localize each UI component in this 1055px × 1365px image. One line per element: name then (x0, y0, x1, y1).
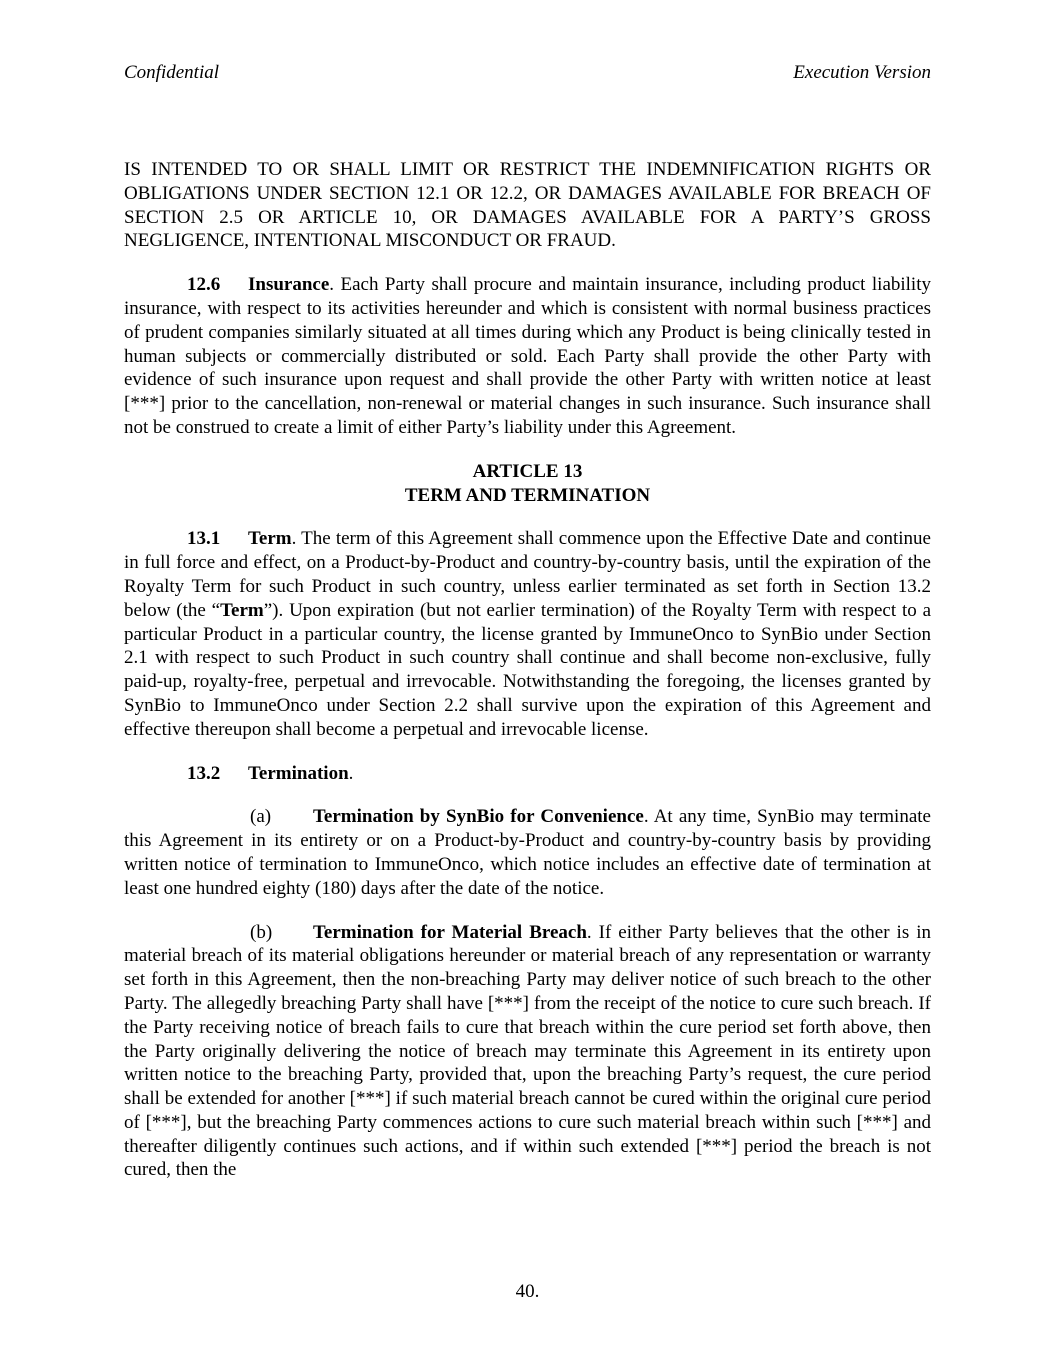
section-13-2-b (124, 921, 931, 1183)
subsection-title: Termination by SynBio for Convenience (313, 806, 644, 828)
section-title: Termination (248, 762, 349, 784)
defined-term: Term (220, 599, 264, 621)
subsection-text: . At any time, SynBio may terminate this Agreement in its entirety or on a Product-by-Product and country-by-country basis by providing written notice of termination to ImmuneOnco, which notice includes an effective date of termination at least one hundred eighty (180) days after the date of the notice. (124, 806, 931, 899)
header-confidential: Confidential (124, 62, 219, 83)
section-title: Insurance (248, 274, 330, 296)
section-13-2-a (124, 805, 931, 900)
subsection-title: Termination for Material Breach (313, 921, 587, 943)
article-heading (124, 460, 931, 508)
section-number: 13.2 (187, 762, 221, 784)
section-13-1 (124, 527, 931, 741)
section-number: 13.1 (187, 528, 221, 550)
section-number: 12.6 (187, 274, 221, 296)
section-text-a: . The term of this Agreement shall commence upon the Effective Date and continue in full force and effect, on a Product-by-Product and country-by-country basis, until the expiration of the Royalty Term for such Product in such country, unless earlier terminated as set forth in Section 13.2 below (the “ (124, 528, 931, 621)
section-12-6 (124, 273, 931, 440)
subsection-label: (b) (250, 921, 273, 943)
section-title: Term (248, 528, 292, 550)
subsection-label: (a) (250, 806, 272, 828)
document-body (124, 158, 931, 1202)
article-title: TERM AND TERMINATION (404, 484, 651, 506)
section-text: . Each Party shall procure and maintain insurance, including product liability insurance, with respect to its activities hereunder and which is consistent with normal business practices of prudent companies similarly situated at all times during which any Product is being clinically tested in human subjects or commercially distributed or sold. Each Party shall provide the other Party with evidence of such insurance upon request and shall provide the other Party with written notice at least [***] prior to the cancellation, non-renewal or material changes in such insurance. Such insurance shall not be construed to create a limit of either Party’s liability under this Agreement. (124, 274, 931, 438)
section-text-b: ”). Upon expiration (but not earlier termination) of the Royalty Term with respect to a particular Product in a particular country, the license granted by ImmuneOnco to SynBio under Section 2.1 with respect to such Product in such country shall continue and shall become non-exclusive, fully paid-up, royalty-free, perpetual and irrevocable. Notwithstanding the foregoing, the licenses granted by SynBio to ImmuneOnco under Section 2.2 shall survive upon the expiration of this Agreement and effective thereupon shall become a perpetual and irrevocable license. (124, 599, 932, 740)
subsection-text: . If either Party believes that the other is in material breach of its material obligations hereunder or material breach of any representation or warranty set forth in this Agreement, then the non-breaching Party may deliver notice of such breach to the other Party. The allegedly breaching Party shall have [***] from the receipt of the notice to cure such breach. If the Party receiving notice of breach fails to cure that breach within the cure period set forth above, then the Party originally delivering the notice of breach may terminate this Agreement in its entirety upon written notice to the breaching Party, provided that, upon the breaching Party’s request, the cure period shall be extended for another [***] if such material breach cannot be cured within the original cure period of [***], but the breaching Party commences actions to cure such material breach within such [***] and thereafter diligently continues such actions, and if within such extended [***] period the breach is not cured, then the (124, 921, 931, 1181)
paragraph-intro: IS INTENDED TO OR SHALL LIMIT OR RESTRICT THE INDEMNIFICATION RIGHTS OR OBLIGATIONS UNDER SECTION 12.1 OR 12.2, OR DAMAGES AVAILABLE FOR BREACH OF SECTION 2.5 OR ARTICLE 10, OR DAMAGES AVAILABLE FOR A PARTY’S GROSS NEGLIGENCE, INTENTIONAL MISCONDUCT OR FRAUD. (124, 159, 931, 252)
section-period: . (348, 762, 354, 784)
section-13-2 (124, 762, 931, 786)
page-number: 40. (515, 1281, 540, 1302)
header-version: Execution Version (793, 62, 931, 83)
article-number: ARTICLE 13 (472, 460, 583, 482)
